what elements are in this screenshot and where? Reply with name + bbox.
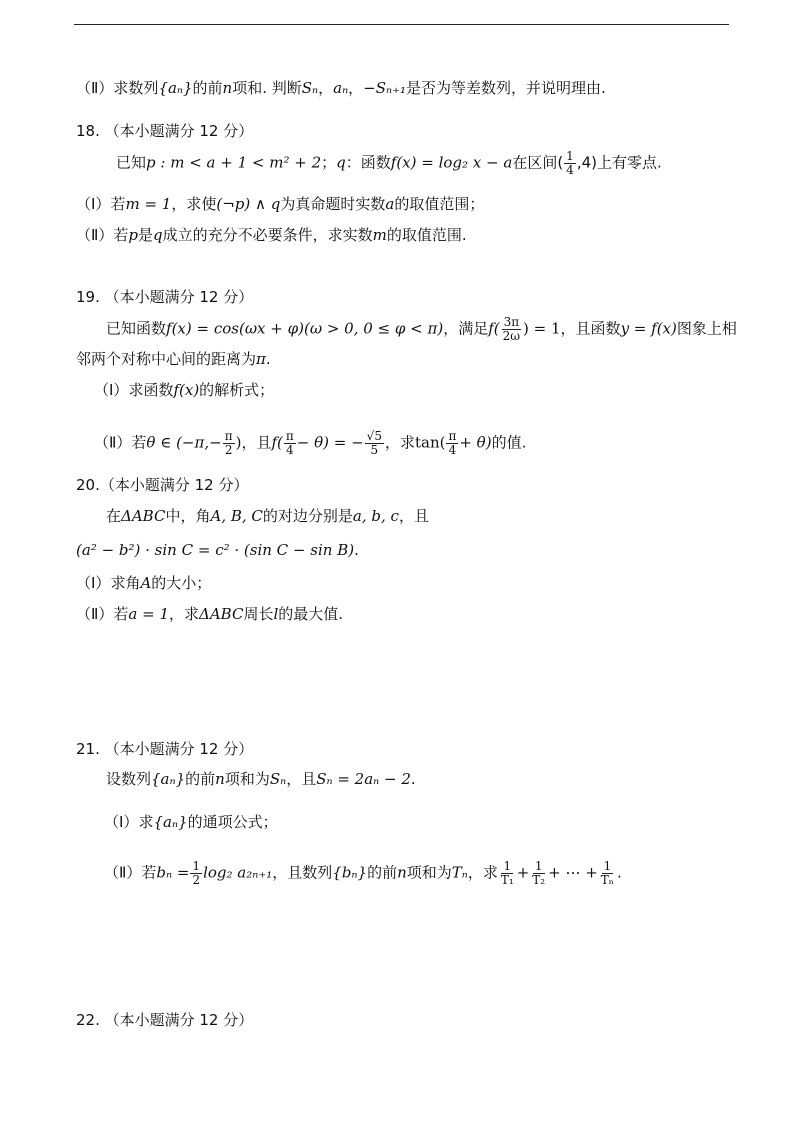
math: n — [222, 79, 233, 97]
fraction — [190, 860, 202, 886]
text: 的前 — [192, 79, 223, 97]
q20-part1 — [76, 574, 211, 592]
math: y = f(x) — [620, 319, 677, 338]
text: . — [617, 863, 622, 882]
text: ，且 — [286, 770, 317, 788]
denominator: 5 — [370, 442, 379, 457]
math: θ ∈ (−π,− — [146, 433, 222, 452]
text: 的最大值. — [278, 605, 344, 623]
numerator: π — [285, 429, 294, 443]
text: 中，角 — [165, 507, 211, 525]
math: f( — [271, 433, 283, 452]
text: ：函数 — [345, 153, 391, 172]
roman-numeral: （Ⅱ） — [76, 79, 114, 97]
math: p : m < a + 1 < m² + 2 — [146, 153, 322, 172]
roman-numeral: （Ⅱ） — [76, 226, 114, 244]
fraction — [564, 150, 576, 176]
text: 的取值范围. — [386, 226, 467, 244]
text: ,4)上有零点. — [576, 153, 662, 172]
math: Sₙ — [301, 79, 319, 97]
math: a = 1 — [128, 605, 169, 623]
denominator: 4 — [448, 442, 457, 457]
text: 的前 — [185, 770, 216, 788]
fraction — [223, 430, 235, 456]
text: 已知 — [116, 153, 147, 172]
math: n — [215, 770, 225, 788]
roman-numeral: （Ⅰ） — [104, 813, 139, 831]
math: log₂ a₂ₙ₊₁ — [203, 863, 273, 882]
roman-numeral: （Ⅱ） — [76, 605, 114, 623]
denominator: T₂ — [532, 872, 546, 887]
math: f(x) = cos(ωx + φ)(ω > 0, 0 ≤ φ < π) — [166, 319, 444, 338]
text: 的对边分别是 — [262, 507, 353, 525]
text: ，且 — [398, 507, 429, 525]
math: ΔABC — [199, 605, 244, 623]
text: 若 — [110, 195, 126, 213]
math: Sₙ = 2aₙ − 2 — [316, 770, 411, 788]
text: 求 — [138, 813, 154, 831]
q21-stem — [106, 770, 416, 788]
text: 若 — [113, 226, 129, 244]
numerator: π — [224, 429, 233, 443]
text: ，且 — [241, 433, 272, 452]
roman-numeral: （Ⅱ） — [104, 863, 142, 882]
text: ，且数列 — [272, 863, 333, 882]
text: ，满足 — [443, 319, 489, 338]
text: . — [354, 541, 359, 559]
denominator: Tₙ — [600, 872, 614, 887]
text: ，求 — [384, 433, 415, 452]
math: m = 1 — [125, 195, 172, 213]
q18-part1 — [76, 195, 484, 213]
text: . — [265, 350, 271, 368]
denominator: 2 — [224, 442, 233, 457]
math: A — [140, 574, 152, 592]
numerator: 1 — [566, 149, 574, 163]
text: 在区间( — [512, 153, 564, 172]
math: aₙ — [333, 79, 349, 97]
text: 是 — [138, 226, 154, 244]
roman-numeral: （Ⅰ） — [76, 574, 111, 592]
text: 的前 — [367, 863, 398, 882]
math: f(x) — [173, 381, 200, 399]
math: π — [256, 350, 266, 368]
q22-heading: 22. （本小题满分 12 分） — [76, 1011, 254, 1029]
math: + ⋯ + — [548, 863, 598, 882]
q21-heading: 21. （本小题满分 12 分） — [76, 740, 254, 758]
text: 求角 — [110, 574, 141, 592]
q21-part1 — [104, 813, 278, 831]
math: {bₙ} — [332, 863, 368, 882]
q18-heading: 18. （本小题满分 12 分） — [76, 122, 254, 140]
text: 为真命题时实数 — [280, 195, 386, 213]
denominator: T₁ — [500, 872, 514, 887]
text: 设数列 — [106, 770, 152, 788]
text: 成立的充分不必要条件，求实数 — [162, 226, 373, 244]
q20-stem — [106, 507, 429, 525]
header-rule — [74, 24, 729, 25]
q18-part2 — [76, 226, 467, 244]
denominator: 4 — [566, 162, 574, 177]
text: 项和为 — [406, 863, 452, 882]
math: (¬p) ∧ q — [216, 195, 281, 213]
math: Tₙ — [451, 863, 468, 882]
math: Sₙ — [269, 770, 287, 788]
math: (a² − b²) · sin C = c² · (sin C − sin B) — [76, 541, 355, 559]
text: 周长 — [243, 605, 274, 623]
text: 图象上相 — [676, 319, 737, 338]
text: 已知函数 — [106, 319, 167, 338]
text: 的值. — [491, 433, 527, 452]
math: −Sₙ₊₁ — [363, 79, 407, 97]
text: 求数列 — [113, 79, 159, 97]
fraction — [446, 430, 458, 456]
math: a — [385, 195, 395, 213]
fraction — [530, 860, 547, 886]
q21-part2 — [104, 860, 622, 886]
math: + — [516, 863, 530, 882]
math: p — [128, 226, 139, 244]
math: A, B, C — [210, 507, 263, 525]
numerator: 1 — [603, 859, 612, 873]
math: f(x) = log₂ x − a — [390, 153, 513, 172]
fraction — [365, 430, 384, 456]
math: m — [372, 226, 387, 244]
text: ； — [321, 153, 337, 172]
numerator: 3π — [503, 315, 520, 329]
fraction — [284, 430, 296, 456]
math: n — [397, 863, 407, 882]
denominator: 2ω — [502, 328, 521, 343]
roman-numeral: （Ⅰ） — [94, 381, 129, 399]
denominator: 4 — [286, 442, 294, 457]
q19-heading: 19. （本小题满分 12 分） — [76, 288, 254, 306]
q20-equation — [76, 541, 359, 559]
text: 项和为 — [224, 770, 270, 788]
text: 若 — [131, 433, 147, 452]
q19-part1 — [94, 381, 274, 399]
fraction — [599, 860, 616, 886]
roman-numeral: （Ⅰ） — [76, 195, 111, 213]
text: 在 — [106, 507, 122, 525]
q19-stem — [106, 316, 737, 342]
math: ΔABC — [121, 507, 166, 525]
numerator: 1 — [192, 859, 201, 873]
text: 是否为等差数列，并说明理由. — [406, 79, 606, 97]
denominator: 2 — [192, 872, 201, 887]
q19-stem-line2 — [76, 350, 271, 368]
math: {aₙ} — [151, 770, 186, 788]
text: 若 — [141, 863, 157, 882]
math: {aₙ} — [153, 813, 188, 831]
numerator: 1 — [534, 859, 543, 873]
math: − θ) = − — [296, 433, 364, 452]
math: ) — [235, 433, 242, 452]
q19-part2 — [94, 430, 526, 456]
text: ，求使 — [171, 195, 217, 213]
math: ) = 1 — [523, 319, 561, 338]
text: ， — [348, 79, 364, 97]
text: ，求 — [169, 605, 200, 623]
text: 的取值范围； — [394, 195, 485, 213]
text: 的大小； — [151, 574, 212, 592]
fraction — [499, 860, 516, 886]
math: f( — [488, 319, 500, 338]
math: {aₙ} — [158, 79, 193, 97]
math: q — [336, 153, 346, 172]
numerator: π — [448, 429, 457, 443]
text: 求函数 — [128, 381, 174, 399]
fraction — [501, 316, 522, 342]
text: ，且函数 — [560, 319, 621, 338]
text: . — [410, 770, 416, 788]
q17-part2 — [76, 79, 606, 97]
q18-stem — [116, 150, 662, 176]
math: bₙ = — [156, 863, 190, 882]
math: + θ) — [459, 433, 492, 452]
text: 邻两个对称中心间的距离为 — [76, 350, 257, 368]
math: q — [153, 226, 163, 244]
text: 的通项公式； — [187, 813, 278, 831]
math: a, b, c — [352, 507, 399, 525]
text: 若 — [113, 605, 129, 623]
math: l — [273, 605, 279, 623]
text: 项和. 判断 — [232, 79, 302, 97]
numerator: √5 — [366, 429, 382, 443]
math: tan( — [414, 433, 446, 452]
q20-heading: 20.（本小题满分 12 分） — [76, 476, 249, 494]
text: ，求 — [467, 863, 498, 882]
text: ， — [318, 79, 334, 97]
text: 的解析式； — [199, 381, 275, 399]
numerator: 1 — [503, 859, 512, 873]
q20-part2 — [76, 605, 343, 623]
roman-numeral: （Ⅱ） — [94, 433, 132, 452]
